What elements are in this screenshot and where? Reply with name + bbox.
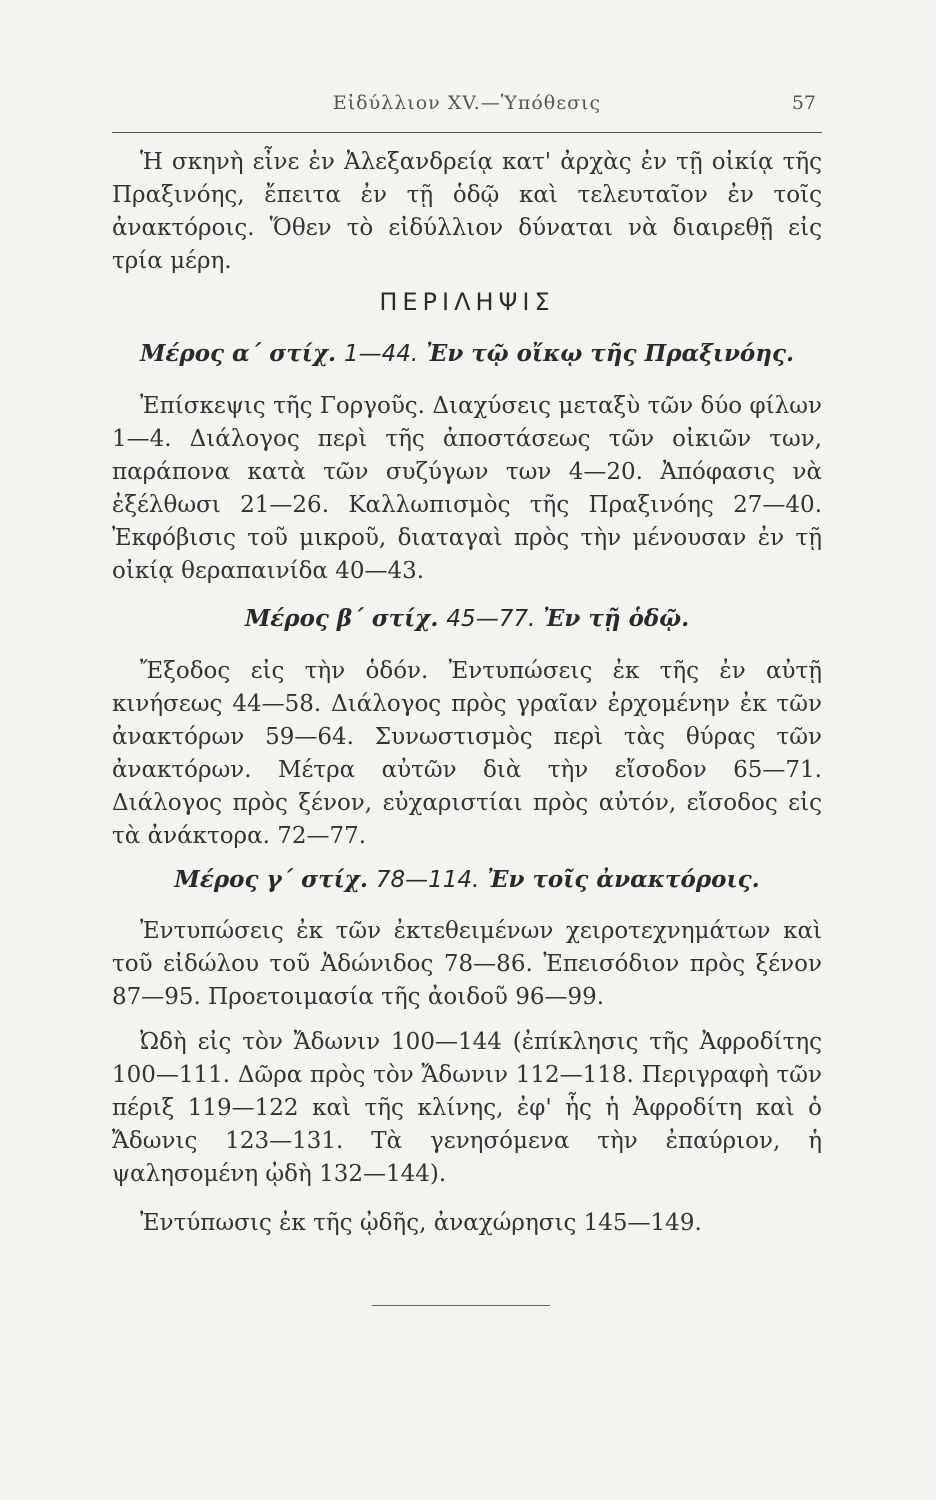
section-paragraph: Ἐπίσκεψις τῆς Γοργοῦς. Διαχύσεις μεταξὺ τῶν δύο φίλων 1—4. Διάλογος περὶ τῆς ἀποστάσεως τῶν οἰκιῶν των, παράπονα κατὰ τῶν συζύγων των 4—20. Ἀπόφασις νὰ ἐξέλθωσι 21—26. Καλλωπισμὸς τῆς Πραξινόης 27—40. Ἐκφόβισις τοῦ μικροῦ, διαταγαὶ πρὸς τὴν μένουσαν ἐν τῇ οἰκίᾳ θεραπαινίδα 40—43. <box>112 393 822 584</box>
page-number: 57 <box>791 92 816 114</box>
page-header <box>112 92 822 122</box>
intro-paragraph: Ἡ σκηνὴ εἶνε ἐν Ἀλεξανδρείᾳ κατ' ἀρχὰς ἐν τῇ οἰκίᾳ τῆς Πραξινόης, ἔπειτα ἐν τῇ ὁδῷ καὶ τελευταῖον ἐν τοῖς ἀνακτόροις. Ὅθεν τὸ εἰδύλλιον δύναται νὰ διαιρεθῇ εἰς τρία μέρη. <box>112 149 822 274</box>
section-location: Ἐν τῇ ὁδῷ. <box>543 605 690 632</box>
header-rule <box>112 132 822 133</box>
section-range: 45—77. <box>446 606 536 632</box>
closing-rule <box>372 1305 550 1306</box>
section-heading-2 <box>112 605 822 632</box>
section-range: 78—114. <box>375 867 480 893</box>
section-paragraph: Ἔξοδος εἰς τὴν ὁδόν. Ἐντυπώσεις ἐκ τῆς ἐν αὐτῇ κινήσεως 44—58. Διάλογος πρὸς γραῖαν ἐρχομένην ἐκ τῶν ἀνακτόρων 59—64. Συνωστισμὸς περὶ τὰς θύρας τῶν ἀνακτόρων. Μέτρα αὐτῶν διὰ τὴν εἴσοδον 65—71. Διάλογος πρὸς ξένον, εὐχαριστίαι πρὸς αὐτόν, εἴσοδος εἰς τὰ ἀνάκτορα. 72—77. <box>112 658 822 849</box>
section-range: 1—44. <box>343 341 419 367</box>
section-paragraph: Ἐντύπωσις ἐκ τῆς ᾠδῆς, ἀναχώρησις 145—149. <box>140 1210 702 1236</box>
section-location: Ἐν τῷ οἴκῳ τῆς Πραξινόης. <box>426 340 795 367</box>
section-location: Ἐν τοῖς ἀνακτόροις. <box>487 866 760 893</box>
section-heading-1 <box>112 340 822 367</box>
section-paragraph: Ἐντυπώσεις ἐκ τῶν ἐκτεθειμένων χειροτεχνημάτων καὶ τοῦ εἰδώλου τοῦ Ἀδώνιδος 78—86. Ἐπεισόδιον πρὸς ξένον 87—95. Προετοιμασία τῆς ἀοιδοῦ 96—99. <box>112 918 822 1010</box>
section-heading-3 <box>112 866 822 893</box>
summary-title: ΠΕΡΙΛΗΨΙΣ <box>379 288 555 316</box>
section-label: Μέρος α΄ στίχ. <box>139 340 336 367</box>
section-label: Μέρος γ΄ στίχ. <box>174 866 368 893</box>
section-label: Μέρος β΄ στίχ. <box>244 605 439 632</box>
running-head: Εἰδύλλιον XV.—Ὑπόθεσις <box>332 92 602 114</box>
section-paragraph: Ὠδὴ εἰς τὸν Ἄδωνιν 100—144 (ἐπίκλησις τῆς Ἀφροδίτης 100—111. Δῶρα πρὸς τὸν Ἄδωνιν 112—118. Περιγραφὴ τῶν πέριξ 119—122 καὶ τῆς κλίνης, ἐφ' ἧς ἡ Ἀφροδίτη καὶ ὁ Ἄδωνις 123—131. Τὰ γενησόμενα τὴν ἐπαύριον, ἡ ψαλησομένη ᾠδὴ 132—144). <box>112 1029 822 1187</box>
